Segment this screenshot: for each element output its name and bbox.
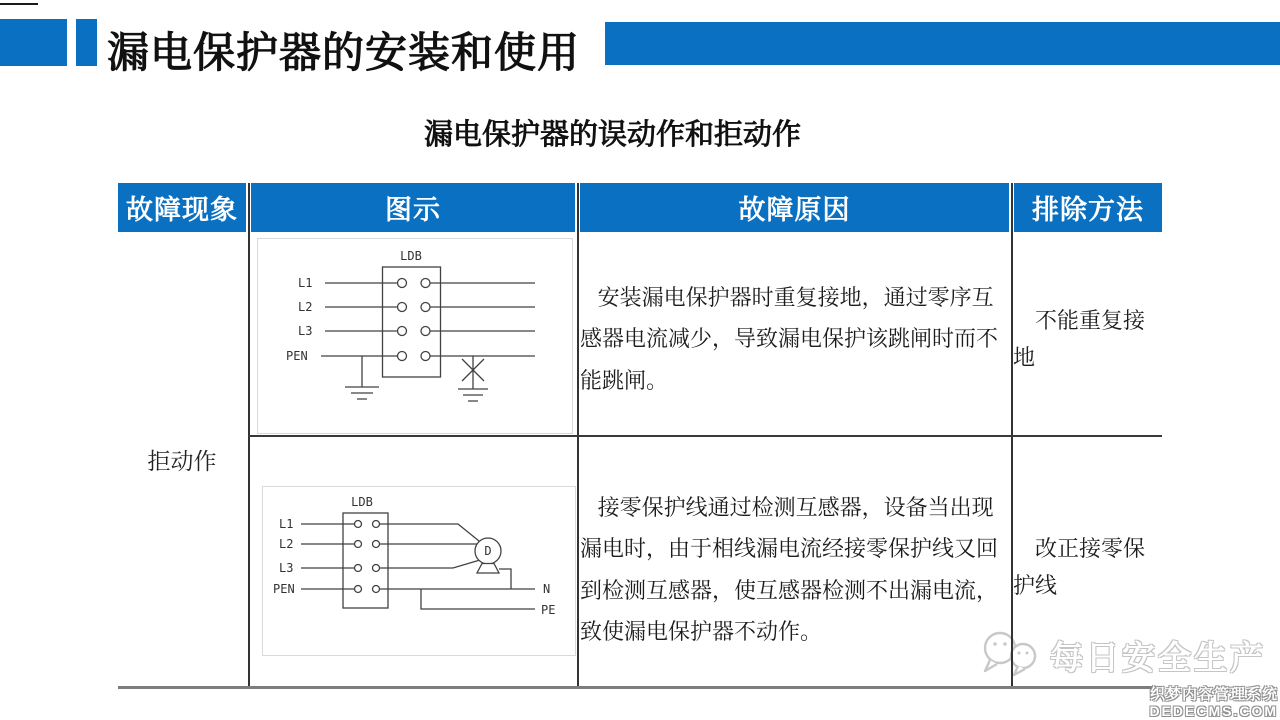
- diagram1-device-label: LDB: [400, 249, 422, 263]
- column-header-fault-phenomenon: 故障现象: [118, 183, 246, 232]
- title-accent-rule: [605, 22, 1280, 65]
- fault-cause-row1: 安装漏电保护器时重复接地，通过零序互感器电流减少，导致漏电保护该跳闸时而不能跳闸。: [580, 285, 999, 393]
- diagram2-line-l3: L3: [279, 561, 294, 575]
- cms-watermark: [1149, 686, 1278, 719]
- table-row-divider: [248, 435, 1162, 437]
- diagram2-line-l2: L2: [279, 537, 294, 551]
- table-bottom-border: [118, 686, 1162, 689]
- title-accent-square: [0, 19, 67, 66]
- brand-watermark: [978, 628, 1266, 682]
- cms-watermark-title: 织梦内容管理系统: [1149, 686, 1278, 703]
- diagram2-motor-label: D: [484, 544, 492, 558]
- remedy-row2: 改正接零保护线: [1013, 536, 1146, 599]
- diagram1-line-pen: PEN: [286, 349, 308, 363]
- page-title: 漏电保护器的安装和使用: [107, 29, 581, 76]
- fault-cause-row2: 接零保护线通过检测互感器，设备当出现漏电时，由于相线漏电流经接零保护线又回到检测互感器，使互感器检测不出漏电流，致使漏电保护器不动作。: [580, 495, 999, 645]
- diagram2-line-l1: L1: [279, 517, 294, 531]
- fault-type-cell: 拒动作: [147, 447, 217, 474]
- diagram1-line-l1: L1: [298, 276, 313, 290]
- brand-watermark-text: 每日安全生产: [1050, 638, 1266, 676]
- diagram2-pe-label: PE: [541, 603, 556, 617]
- diagram1-line-l2: L2: [298, 300, 313, 314]
- cms-watermark-domain: DEDECMS.COM: [1149, 703, 1278, 720]
- diagram2-n-label: N: [543, 582, 551, 596]
- top-accent-line: [0, 3, 38, 5]
- diagram2-line-pen: PEN: [273, 582, 295, 596]
- diagram1-line-l3: L3: [298, 324, 313, 338]
- column-header-remedy: 排除方法: [1014, 183, 1162, 232]
- diagram-neutral-protection-line: [262, 486, 576, 656]
- diagram-repeated-grounding: [257, 238, 573, 434]
- title-accent-bar: [76, 19, 97, 66]
- section-subtitle: 漏电保护器的误动作和拒动作: [424, 119, 802, 151]
- column-header-fault-cause: 故障原因: [580, 183, 1009, 232]
- diagram2-device-label: LDB: [351, 495, 373, 509]
- column-header-diagram: 图示: [251, 183, 575, 232]
- remedy-row1: 不能重复接地: [1013, 308, 1146, 371]
